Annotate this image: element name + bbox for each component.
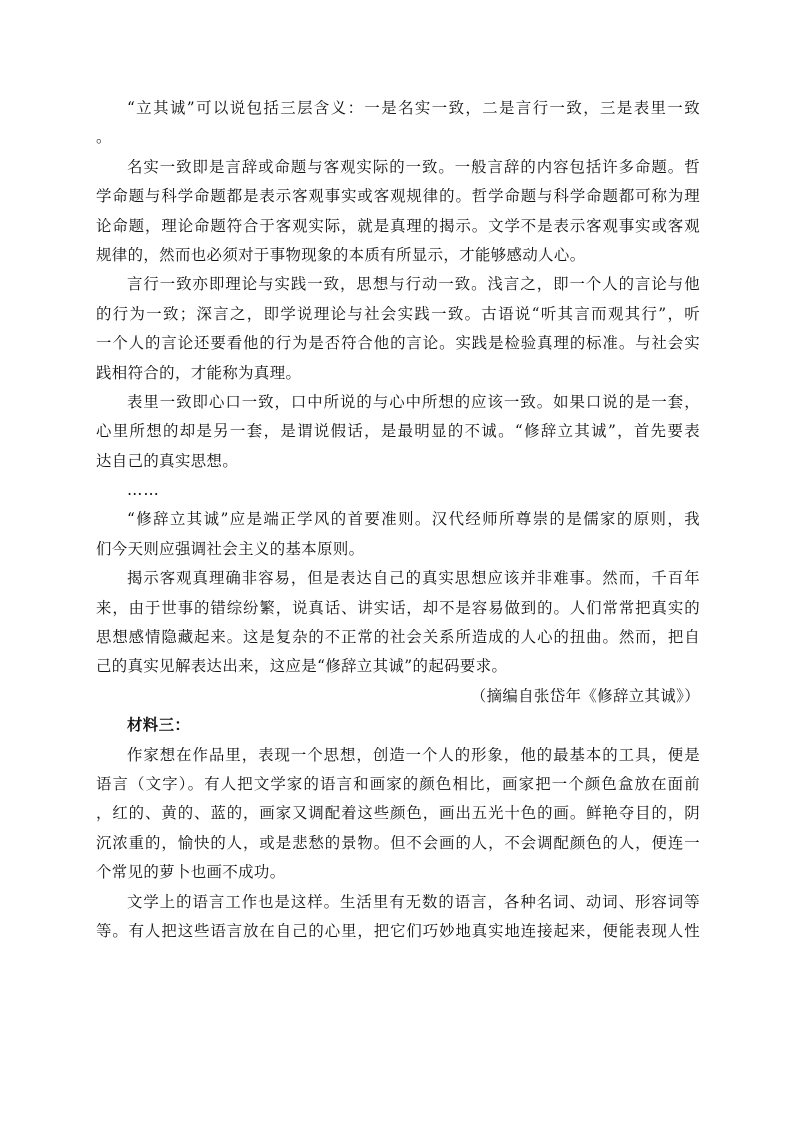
- text-line: 学命题与科学命题都是表示客观事实或客观规律的。哲学命题与科学命题都可称为理: [96, 187, 700, 206]
- section-heading: 材料三：: [127, 716, 191, 735]
- text-line: 文学上的语言工作也是这样。生活里有无数的语言，各种名词、动词、形容词等: [127, 892, 700, 911]
- text-line: 己的真实见解表达出来，这应是“修辞立其诚”的起码要求。: [96, 657, 508, 676]
- text-line: 沉浓重的，愉快的人，或是悲愁的景物。但不会画的人，不会调配颜色的人，便连一: [96, 833, 700, 852]
- text-line: 揭示客观真理确非容易，但是表达自己的真实思想应该并非难事。然而，千百年: [127, 569, 700, 588]
- text-line: 。: [96, 128, 112, 147]
- text-line: 们今天则应强调社会主义的基本原则。: [96, 539, 365, 558]
- text-line: 践相符合的，才能称为真理。: [96, 363, 302, 382]
- text-line: 名实一致即是言辞或命题与客观实际的一致。一般言辞的内容包括许多命题。哲: [127, 157, 700, 176]
- text-line: 作家想在作品里，表现一个思想，创造一个人的形象，他的最基本的工具，便是: [127, 745, 700, 764]
- text-line: 来，由于世事的错综纷繁，说真话、讲实话，却不是容易做到的。人们常常把真实的: [96, 598, 700, 617]
- ellipsis-line: ……: [127, 481, 160, 500]
- text-line: 达自己的真实思想。: [96, 451, 239, 470]
- text-line: 一个人的言论还要看他的行为是否符合他的言论。实践是检验真理的标准。与社会实: [96, 334, 700, 353]
- text-line: 言行一致亦即理论与实践一致，思想与行动一致。浅言之，即一个人的言论与他: [127, 275, 700, 294]
- text-line: 思想感情隐藏起来。这是复杂的不正常的社会关系所造成的人心的扭曲。然而，把自: [96, 628, 700, 647]
- text-line: “立其诚”可以说包括三层含义：一是名实一致，二是言行一致，三是表里一致: [127, 99, 700, 117]
- text-line: “修辞立其诚”应是端正学风的首要准则。汉代经师所尊崇的是儒家的原则，我: [127, 510, 700, 529]
- source-citation: （摘编自张岱年《修辞立其诚》）: [470, 686, 700, 705]
- text-line: 心里所想的却是另一套，是谓说假话，是最明显的不诚。“修辞立其诚”，首先要表: [96, 422, 700, 441]
- document-page: [96, 94, 700, 946]
- text-line: ，红的、黄的、蓝的，画家又调配着这些颜色，画出五光十色的画。鲜艳夺目的，阴: [96, 804, 700, 823]
- text-line: 个常见的萝卜也画不成功。: [96, 863, 286, 882]
- text-line: 规律的，然而也必须对于事物现象的本质有所显示，才能够感动人心。: [96, 245, 586, 264]
- text-line: 表里一致即心口一致，口中所说的与心中所想的应该一致。如果口说的是一套，: [127, 392, 700, 411]
- text-line: 等。有人把这些语言放在自己的心里，把它们巧妙地真实地连接起来，便能表现人性: [96, 921, 700, 940]
- text-line: 论命题，理论命题符合于客观实际，就是真理的揭示。文学不是表示客观事实或客观: [96, 216, 700, 235]
- text-line: 语言（文字）。有人把文学家的语言和画家的颜色相比，画家把一个颜色盒放在面前: [96, 774, 700, 793]
- text-line: 的行为一致；深言之，即学说理论与社会实践一致。古语说“听其言而观其行”，听: [96, 304, 700, 323]
